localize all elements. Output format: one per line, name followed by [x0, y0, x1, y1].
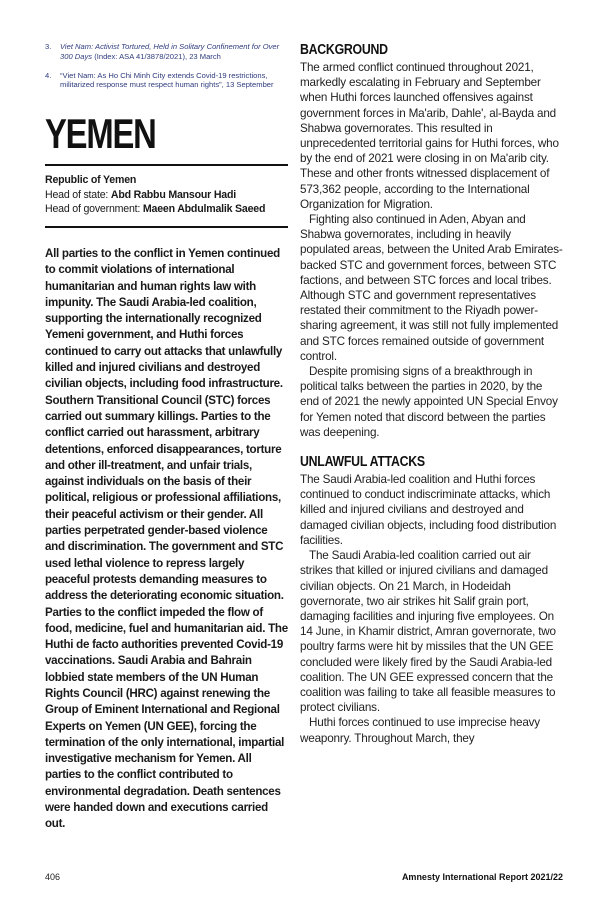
footnote-3: [45, 42, 288, 62]
country-title: YEMEN: [45, 110, 156, 158]
head-of-state-line: [45, 188, 288, 203]
paragraph: The Saudi Arabia-led coalition and Huthi forces continued to conduct indiscriminate attacks, which killed and injured civilians and destroyed and damaged civilian objects, including food distribution facilities.: [300, 473, 557, 547]
footnote-number: 4.: [45, 70, 52, 80]
country-summary-paragraph: All parties to the conflict in Yemen continued to commit violations of international humanitarian and human rights law with impunity. The Saudi Arabia-led coalition, supporting the internationally recognized Yemeni government, and Huthi forces continued to carry out attacks that unlawfully killed and injured civilians and destroyed civilian objects, including food infrastructure. Southern Transitional Council (STC) forces carried out summary killings. Parties to the conflict carried out harassment, arbitrary detentions, enforced disappearances, torture and other ill-treatment, and unfair trials, against individuals on the basis of their political, religious or professional affiliations, their peaceful activism or their gender. All parties perpetrated gender-based violence and discrimination. The government and STC used lethal violence to repress largely peaceful protests demanding measures to address the deteriorating economic situation. Parties to the conflict impeded the flow of food, medicine, fuel and humanitarian aid. The Huthi de facto authorities prevented Covid-19 vaccinations. Saudi Arabia and Bahrain lobbied state members of the UN Human Rights Council (HRC) against renewing the Group of Eminent International and Regional Experts on Yemen (UN GEE), forcing the termination of the only international, impartial investigative mechanism for Yemen. All parties to the conflict contributed to environmental degradation. Death sentences were handed down and executions carried out.: [45, 246, 288, 831]
head-of-state-name: Abd Rabbu Mansour Hadi: [110, 188, 236, 201]
section-unlawful-attacks: [300, 454, 563, 746]
country-info-block: [45, 164, 288, 228]
right-column: [300, 42, 563, 746]
section-background: [300, 42, 563, 440]
footnote-number: 3.: [45, 42, 52, 51]
paragraph: Despite promising signs of a breakthrough in political talks between the parties in 2020, by the end of 2021 the newly appointed UN Special Envoy for Yemen noted that discord between the parties was deepening.: [300, 365, 558, 439]
section-heading-unlawful-attacks: UNLAWFUL ATTACKS: [300, 454, 425, 471]
footnote-text: [60, 42, 288, 62]
footnote-text: “Viet Nam: As Ho Chi Minh City extends Covid-19 restrictions, militarized response must respect human rights”, 13 September: [60, 70, 274, 90]
page-number: 406: [45, 872, 61, 882]
section-heading-background: BACKGROUND: [300, 42, 388, 58]
head-of-state-label: Head of state:: [45, 188, 111, 201]
report-footer-title: Amnesty International Report 2021/22: [401, 872, 563, 882]
footnote-rest: (Index: ASA 41/3878/2021), 23 March: [92, 51, 221, 61]
head-of-government-label: Head of government:: [45, 203, 143, 216]
left-column: [45, 42, 288, 833]
paragraph: Huthi forces continued to use imprecise heavy weaponry. Throughout March, they: [300, 716, 540, 745]
paragraph: The armed conflict continued throughout 2021, markedly escalating in February and September when Huthi forces launched offensives against government forces in Ma'arib, Dahle', al-Bayda and Shabwa governorates. This resulted in unprecedented territorial gains for Huthi forces, who by the end of 2021 were closing in on Ma'arib city. These and other fronts witnessed displacement of 573,362 people, according to the International Organization for Migration.: [300, 61, 559, 211]
footnotes-block: [45, 42, 288, 90]
head-of-government-line: [45, 202, 288, 217]
paragraph: The Saudi Arabia-led coalition carried out air strikes that killed or injured civilians and damaged civilian objects. On 21 March, in Hodeidah governorate, two air strikes hit Salif grain port, damaging facilities and injuring five employees. On 14 June, in Khamir district, Amran governorate, two poultry farms were hit by missiles that the UN GEE concluded were likely fired by the Saudi Arabia-led coalition. The UN GEE expressed concern that the coalition was failing to take all feasible measures to protect civilians.: [300, 549, 556, 715]
footnote-title-italic: Viet Nam: Activist Tortured, Held in Solitary Confinement for Over 300 Days: [60, 42, 280, 61]
page-footer: [45, 872, 563, 882]
country-official-name: Republic of Yemen: [45, 174, 137, 187]
footnote-4: [45, 71, 288, 91]
head-of-government-name: Maeen Abdulmalik Saeed: [142, 203, 266, 216]
paragraph: Fighting also continued in Aden, Abyan and Shabwa governorates, including in heavily populated areas, between the United Arab Emirates-backed STC and government forces, between STC factions, and between STC forces and local tribes. Although STC and government representatives restated their commitment to the Riyadh power-sharing agreement, it was still not fully implemented and STC forces remained outside of government control.: [300, 213, 563, 363]
